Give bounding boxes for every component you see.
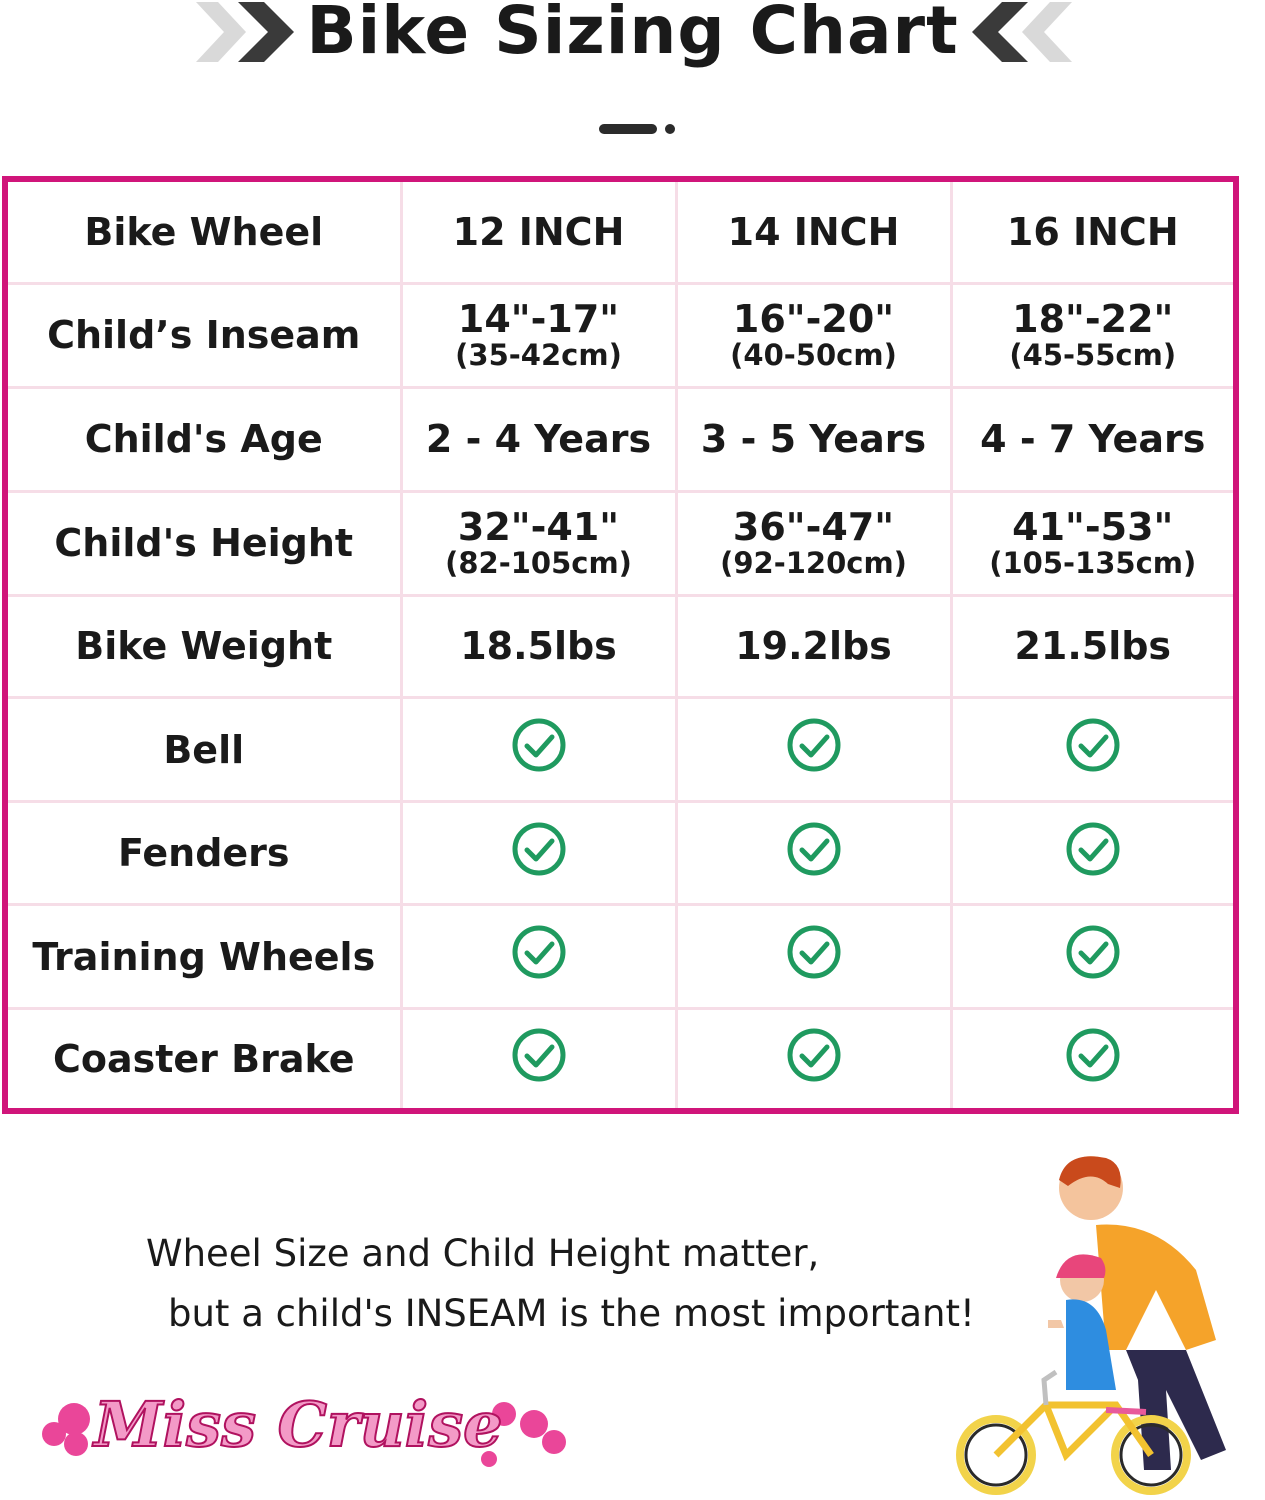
row-label: Bike Wheel (8, 182, 401, 283)
table-cell (951, 698, 1233, 802)
table-row (8, 802, 1233, 905)
table-cell (676, 802, 951, 905)
table-cell (951, 387, 1233, 491)
check-circle-icon (511, 1027, 567, 1083)
table-row (8, 905, 1233, 1009)
table-cell (401, 1009, 676, 1108)
table-cell (676, 283, 951, 387)
check-circle-icon (1065, 1027, 1121, 1083)
cell-value: 18"-22" (1012, 297, 1174, 342)
row-label: Training Wheels (8, 905, 401, 1009)
cell-metric-value: (82-105cm) (445, 546, 632, 581)
table-cell (951, 1009, 1233, 1108)
cell-value: 14"-17" (457, 297, 620, 342)
check-circle-icon (1065, 821, 1121, 877)
row-label: Child's Age (8, 387, 401, 491)
sizing-table (8, 182, 1233, 1108)
parent-teaching-child-illustration (956, 1150, 1261, 1495)
check-circle-icon (511, 821, 567, 877)
table-cell (951, 283, 1233, 387)
table-row (8, 698, 1233, 802)
cell-value: 18.5lbs (460, 624, 617, 669)
cell-value: 2 - 4 Years (425, 417, 652, 462)
table-row (8, 387, 1233, 491)
table-cell (401, 387, 676, 491)
cell-value: 21.5lbs (1014, 624, 1172, 669)
check-circle-icon (511, 717, 567, 773)
cell-value: 19.2lbs (735, 624, 892, 669)
table-cell (951, 905, 1233, 1009)
table-cell (401, 182, 676, 283)
table-cell (676, 698, 951, 802)
table-cell (401, 283, 676, 387)
row-label: Coaster Brake (8, 1009, 401, 1108)
cell-value: 16"-20" (732, 297, 895, 342)
table-row (8, 1009, 1233, 1108)
row-label: Bell (8, 698, 401, 802)
brand-logo (34, 1374, 594, 1484)
table-cell (401, 905, 676, 1009)
table-cell (676, 182, 951, 283)
table-row (8, 595, 1233, 697)
cell-value: 16 INCH (1006, 209, 1179, 254)
sizing-table-frame (2, 176, 1239, 1114)
cell-value: 12 INCH (452, 209, 625, 254)
table-cell (951, 595, 1233, 697)
check-circle-icon (511, 924, 567, 980)
table-cell (676, 905, 951, 1009)
svg-text:Miss Cruise: Miss Cruise (94, 1388, 503, 1461)
table-row (8, 182, 1233, 283)
table-cell (951, 491, 1233, 595)
table-cell (676, 1009, 951, 1108)
check-circle-icon (786, 717, 842, 773)
check-circle-icon (1065, 717, 1121, 773)
table-row (8, 491, 1233, 595)
check-circle-icon (786, 924, 842, 980)
cell-value: 36"-47" (732, 505, 895, 550)
table-cell (676, 491, 951, 595)
table-cell (951, 802, 1233, 905)
cell-value: 14 INCH (727, 209, 900, 254)
caption-line-2: but a child's INSEAM is the most important! (168, 1292, 975, 1335)
cell-value: 4 - 7 Years (980, 417, 1206, 462)
row-label: Child's Height (8, 491, 401, 595)
check-circle-icon (1065, 924, 1121, 980)
table-cell (951, 182, 1233, 283)
cell-value: 41"-53" (1012, 505, 1174, 550)
row-label: Child’s Inseam (8, 283, 401, 387)
double-chevron-left-icon (972, 0, 1072, 64)
caption-line-1: Wheel Size and Child Height matter, (146, 1232, 820, 1275)
cell-metric-value: (105-135cm) (989, 546, 1197, 581)
table-cell (401, 491, 676, 595)
cell-metric-value: (92-120cm) (720, 546, 907, 581)
table-cell (676, 387, 951, 491)
table-cell (401, 595, 676, 697)
title-row (0, 0, 1265, 70)
row-label: Fenders (8, 802, 401, 905)
cell-metric-value: (35-42cm) (455, 338, 622, 373)
row-label: Bike Weight (8, 595, 401, 697)
check-circle-icon (786, 1027, 842, 1083)
cell-value: 32"-41" (457, 505, 620, 550)
table-cell (401, 698, 676, 802)
table-row (8, 283, 1233, 387)
table-cell (401, 802, 676, 905)
table-cell (676, 595, 951, 697)
cell-metric-value: (40-50cm) (730, 338, 897, 373)
page-title: Bike Sizing Chart (306, 0, 959, 69)
check-circle-icon (786, 821, 842, 877)
title-underline-decoration (599, 124, 659, 134)
cell-metric-value: (45-55cm) (1009, 338, 1177, 373)
cell-value: 3 - 5 Years (700, 417, 927, 462)
